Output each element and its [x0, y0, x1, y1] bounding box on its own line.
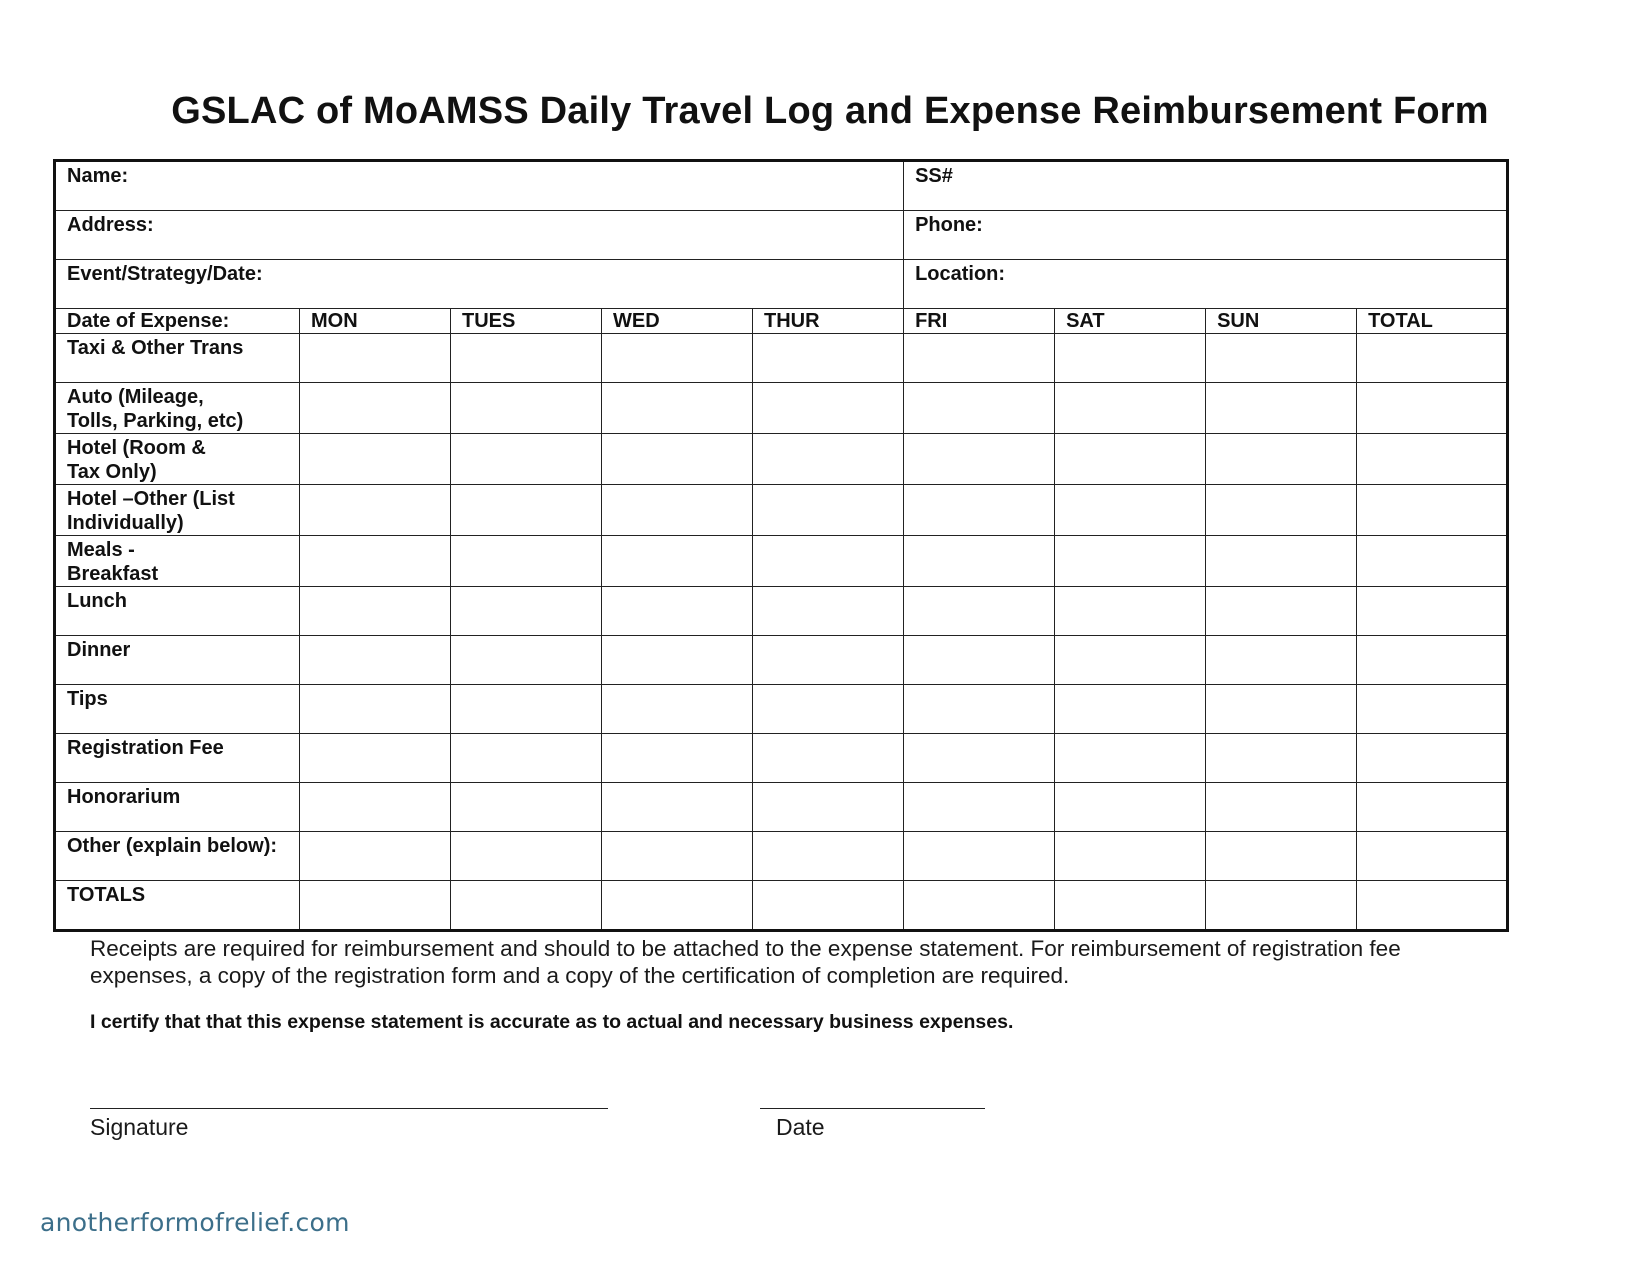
expense-cell-sun[interactable]	[1206, 734, 1357, 783]
expense-cell-total[interactable]	[1357, 636, 1508, 685]
name-field[interactable]	[55, 161, 904, 211]
expense-cell-thur[interactable]	[753, 383, 904, 434]
expense-cell-total[interactable]	[1357, 334, 1508, 383]
expense-cell-fri[interactable]	[904, 536, 1055, 587]
expense-row-label-cell	[55, 383, 300, 434]
signature-label: Signature	[90, 1114, 189, 1140]
date-line[interactable]	[760, 1108, 985, 1109]
col-header-mon: MON	[300, 309, 451, 334]
expense-cell-mon[interactable]	[300, 383, 451, 434]
expense-cell-sun[interactable]	[1206, 334, 1357, 383]
ss-label: SS#	[915, 165, 953, 187]
expense-row-label: Auto (Mileage, Tolls, Parking, etc)	[67, 386, 244, 432]
event-label: Event/Strategy/Date:	[67, 263, 263, 285]
info-row-event	[55, 260, 1508, 309]
expense-cell-total[interactable]	[1357, 485, 1508, 536]
watermark-text: anotherformofrelief.com	[40, 1208, 350, 1237]
expense-cell-sat[interactable]	[1055, 434, 1206, 485]
expense-cell-fri[interactable]	[904, 832, 1055, 881]
expense-cell-tues[interactable]	[451, 783, 602, 832]
expense-cell-sun[interactable]	[1206, 434, 1357, 485]
expense-row-label-cell	[55, 783, 300, 832]
expense-cell-sat[interactable]	[1055, 587, 1206, 636]
expense-row	[55, 783, 1508, 832]
expense-row	[55, 685, 1508, 734]
event-field[interactable]	[55, 260, 904, 309]
expense-cell-tues[interactable]	[451, 881, 602, 931]
expense-row-label-cell	[55, 334, 300, 383]
signature-line[interactable]	[90, 1108, 608, 1109]
expense-cell-wed[interactable]	[602, 536, 753, 587]
expense-cell-mon[interactable]	[300, 334, 451, 383]
expense-cell-fri[interactable]	[904, 434, 1055, 485]
expense-cell-tues[interactable]	[451, 485, 602, 536]
expense-cell-total[interactable]	[1357, 536, 1508, 587]
expense-cell-sun[interactable]	[1206, 383, 1357, 434]
expense-cell-wed[interactable]	[602, 383, 753, 434]
expense-cell-sun[interactable]	[1206, 636, 1357, 685]
expense-row-label-cell	[55, 536, 300, 587]
expense-cell-sat[interactable]	[1055, 783, 1206, 832]
expense-header-row	[55, 309, 1508, 334]
ss-field[interactable]	[904, 161, 1508, 211]
expense-cell-mon[interactable]	[300, 881, 451, 931]
expense-row-label: Tips	[67, 688, 108, 710]
receipts-note: Receipts are required for reimbursement and should to be attached to the expense statement. For reimbursement of registration fee expenses, a copy of the registration form and a copy of the certification of completion are required.	[90, 936, 1401, 988]
expense-cell-sun[interactable]	[1206, 685, 1357, 734]
expense-row-label-cell	[55, 832, 300, 881]
form-title: GSLAC of MoAMSS Daily Travel Log and Expense Reimbursement Form	[171, 90, 1489, 132]
expense-cell-wed[interactable]	[602, 587, 753, 636]
expense-cell-total[interactable]	[1357, 881, 1508, 931]
expense-cell-thur[interactable]	[753, 783, 904, 832]
expense-cell-mon[interactable]	[300, 434, 451, 485]
expense-row	[55, 636, 1508, 685]
col-header-sun: SUN	[1206, 309, 1357, 334]
col-header-thur: THUR	[753, 309, 904, 334]
expense-cell-tues[interactable]	[451, 334, 602, 383]
expense-cell-wed[interactable]	[602, 783, 753, 832]
expense-cell-thur[interactable]	[753, 536, 904, 587]
expense-cell-thur[interactable]	[753, 832, 904, 881]
expense-cell-fri[interactable]	[904, 587, 1055, 636]
expense-cell-sat[interactable]	[1055, 536, 1206, 587]
expense-cell-wed[interactable]	[602, 485, 753, 536]
expense-cell-sat[interactable]	[1055, 383, 1206, 434]
col-header-sat: SAT	[1055, 309, 1206, 334]
expense-row-label-cell	[55, 685, 300, 734]
expense-cell-thur[interactable]	[753, 587, 904, 636]
expense-cell-tues[interactable]	[451, 636, 602, 685]
name-label: Name:	[67, 165, 129, 187]
expense-row-label: Honorarium	[67, 786, 181, 808]
expense-rows	[55, 334, 1508, 931]
expense-cell-total[interactable]	[1357, 832, 1508, 881]
expense-row-label: Other (explain below):	[67, 835, 278, 857]
info-row-name	[55, 161, 1508, 211]
expense-cell-sun[interactable]	[1206, 587, 1357, 636]
expense-cell-total[interactable]	[1357, 783, 1508, 832]
col-header-total: TOTAL	[1357, 309, 1508, 334]
address-field[interactable]	[55, 211, 904, 260]
expense-cell-sun[interactable]	[1206, 881, 1357, 931]
expense-cell-wed[interactable]	[602, 881, 753, 931]
location-field[interactable]	[904, 260, 1508, 309]
expense-cell-sat[interactable]	[1055, 334, 1206, 383]
expense-row-label-cell	[55, 434, 300, 485]
expense-cell-fri[interactable]	[904, 734, 1055, 783]
expense-cell-sat[interactable]	[1055, 636, 1206, 685]
expense-cell-sat[interactable]	[1055, 734, 1206, 783]
expense-row-label-cell	[55, 485, 300, 536]
expense-cell-sat[interactable]	[1055, 685, 1206, 734]
expense-cell-fri[interactable]	[904, 685, 1055, 734]
expense-cell-mon[interactable]	[300, 832, 451, 881]
expense-cell-mon[interactable]	[300, 734, 451, 783]
expense-cell-wed[interactable]	[602, 636, 753, 685]
expense-cell-fri[interactable]	[904, 383, 1055, 434]
expense-cell-sat[interactable]	[1055, 832, 1206, 881]
col-header-tues: TUES	[451, 309, 602, 334]
expense-cell-total[interactable]	[1357, 734, 1508, 783]
expense-cell-sun[interactable]	[1206, 783, 1357, 832]
expense-row	[55, 485, 1508, 536]
expense-cell-tues[interactable]	[451, 832, 602, 881]
location-label: Location:	[915, 263, 1006, 285]
expense-cell-mon[interactable]	[300, 783, 451, 832]
expense-cell-wed[interactable]	[602, 334, 753, 383]
expense-cell-tues[interactable]	[451, 536, 602, 587]
expense-cell-fri[interactable]	[904, 334, 1055, 383]
expense-row	[55, 734, 1508, 783]
address-label: Address:	[67, 214, 154, 236]
expense-row-label-cell	[55, 587, 300, 636]
expense-row-label: Hotel (Room & Tax Only)	[67, 437, 206, 483]
expense-row-label-cell	[55, 734, 300, 783]
expense-cell-tues[interactable]	[451, 383, 602, 434]
expense-row	[55, 536, 1508, 587]
expense-row	[55, 587, 1508, 636]
expense-cell-sat[interactable]	[1055, 881, 1206, 931]
expense-row	[55, 434, 1508, 485]
expense-row-label: Hotel –Other (List Individually)	[67, 488, 235, 534]
expense-row	[55, 881, 1508, 931]
phone-label: Phone:	[915, 214, 983, 236]
expense-row	[55, 383, 1508, 434]
expense-cell-fri[interactable]	[904, 636, 1055, 685]
expense-cell-sun[interactable]	[1206, 536, 1357, 587]
expense-cell-thur[interactable]	[753, 485, 904, 536]
expense-form-table	[53, 159, 1509, 932]
expense-row-label: Dinner	[67, 639, 131, 661]
expense-cell-wed[interactable]	[602, 734, 753, 783]
expense-row-label: TOTALS	[67, 884, 146, 906]
expense-cell-mon[interactable]	[300, 685, 451, 734]
expense-cell-wed[interactable]	[602, 685, 753, 734]
expense-cell-total[interactable]	[1357, 587, 1508, 636]
expense-cell-tues[interactable]	[451, 685, 602, 734]
expense-row-label-cell	[55, 881, 300, 931]
expense-cell-thur[interactable]	[753, 881, 904, 931]
expense-cell-total[interactable]	[1357, 383, 1508, 434]
date-label: Date	[776, 1114, 825, 1140]
col-header-fri: FRI	[904, 309, 1055, 334]
expense-cell-mon[interactable]	[300, 536, 451, 587]
expense-cell-tues[interactable]	[451, 734, 602, 783]
expense-row-label: Taxi & Other Trans	[67, 337, 244, 359]
expense-cell-fri[interactable]	[904, 485, 1055, 536]
date-of-expense-header: Date of Expense:	[55, 309, 300, 334]
expense-row-label: Lunch	[67, 590, 127, 612]
expense-cell-mon[interactable]	[300, 485, 451, 536]
expense-cell-tues[interactable]	[451, 587, 602, 636]
expense-row-label: Meals - Breakfast	[67, 539, 159, 585]
info-row-address	[55, 211, 1508, 260]
expense-cell-wed[interactable]	[602, 832, 753, 881]
expense-cell-tues[interactable]	[451, 434, 602, 485]
expense-cell-sun[interactable]	[1206, 485, 1357, 536]
expense-cell-thur[interactable]	[753, 434, 904, 485]
expense-cell-thur[interactable]	[753, 636, 904, 685]
expense-cell-total[interactable]	[1357, 685, 1508, 734]
phone-field[interactable]	[904, 211, 1508, 260]
expense-cell-mon[interactable]	[300, 587, 451, 636]
expense-row	[55, 832, 1508, 881]
col-header-wed: WED	[602, 309, 753, 334]
expense-cell-thur[interactable]	[753, 685, 904, 734]
certification-statement: I certify that that this expense statement is accurate as to actual and necessary business expenses.	[90, 1011, 1014, 1033]
expense-cell-sun[interactable]	[1206, 832, 1357, 881]
expense-cell-mon[interactable]	[300, 636, 451, 685]
expense-row-label-cell	[55, 636, 300, 685]
expense-cell-sat[interactable]	[1055, 485, 1206, 536]
expense-row-label: Registration Fee	[67, 737, 224, 759]
expense-row	[55, 334, 1508, 383]
expense-cell-wed[interactable]	[602, 434, 753, 485]
expense-cell-total[interactable]	[1357, 434, 1508, 485]
expense-cell-thur[interactable]	[753, 334, 904, 383]
expense-cell-thur[interactable]	[753, 734, 904, 783]
expense-cell-fri[interactable]	[904, 881, 1055, 931]
expense-cell-fri[interactable]	[904, 783, 1055, 832]
